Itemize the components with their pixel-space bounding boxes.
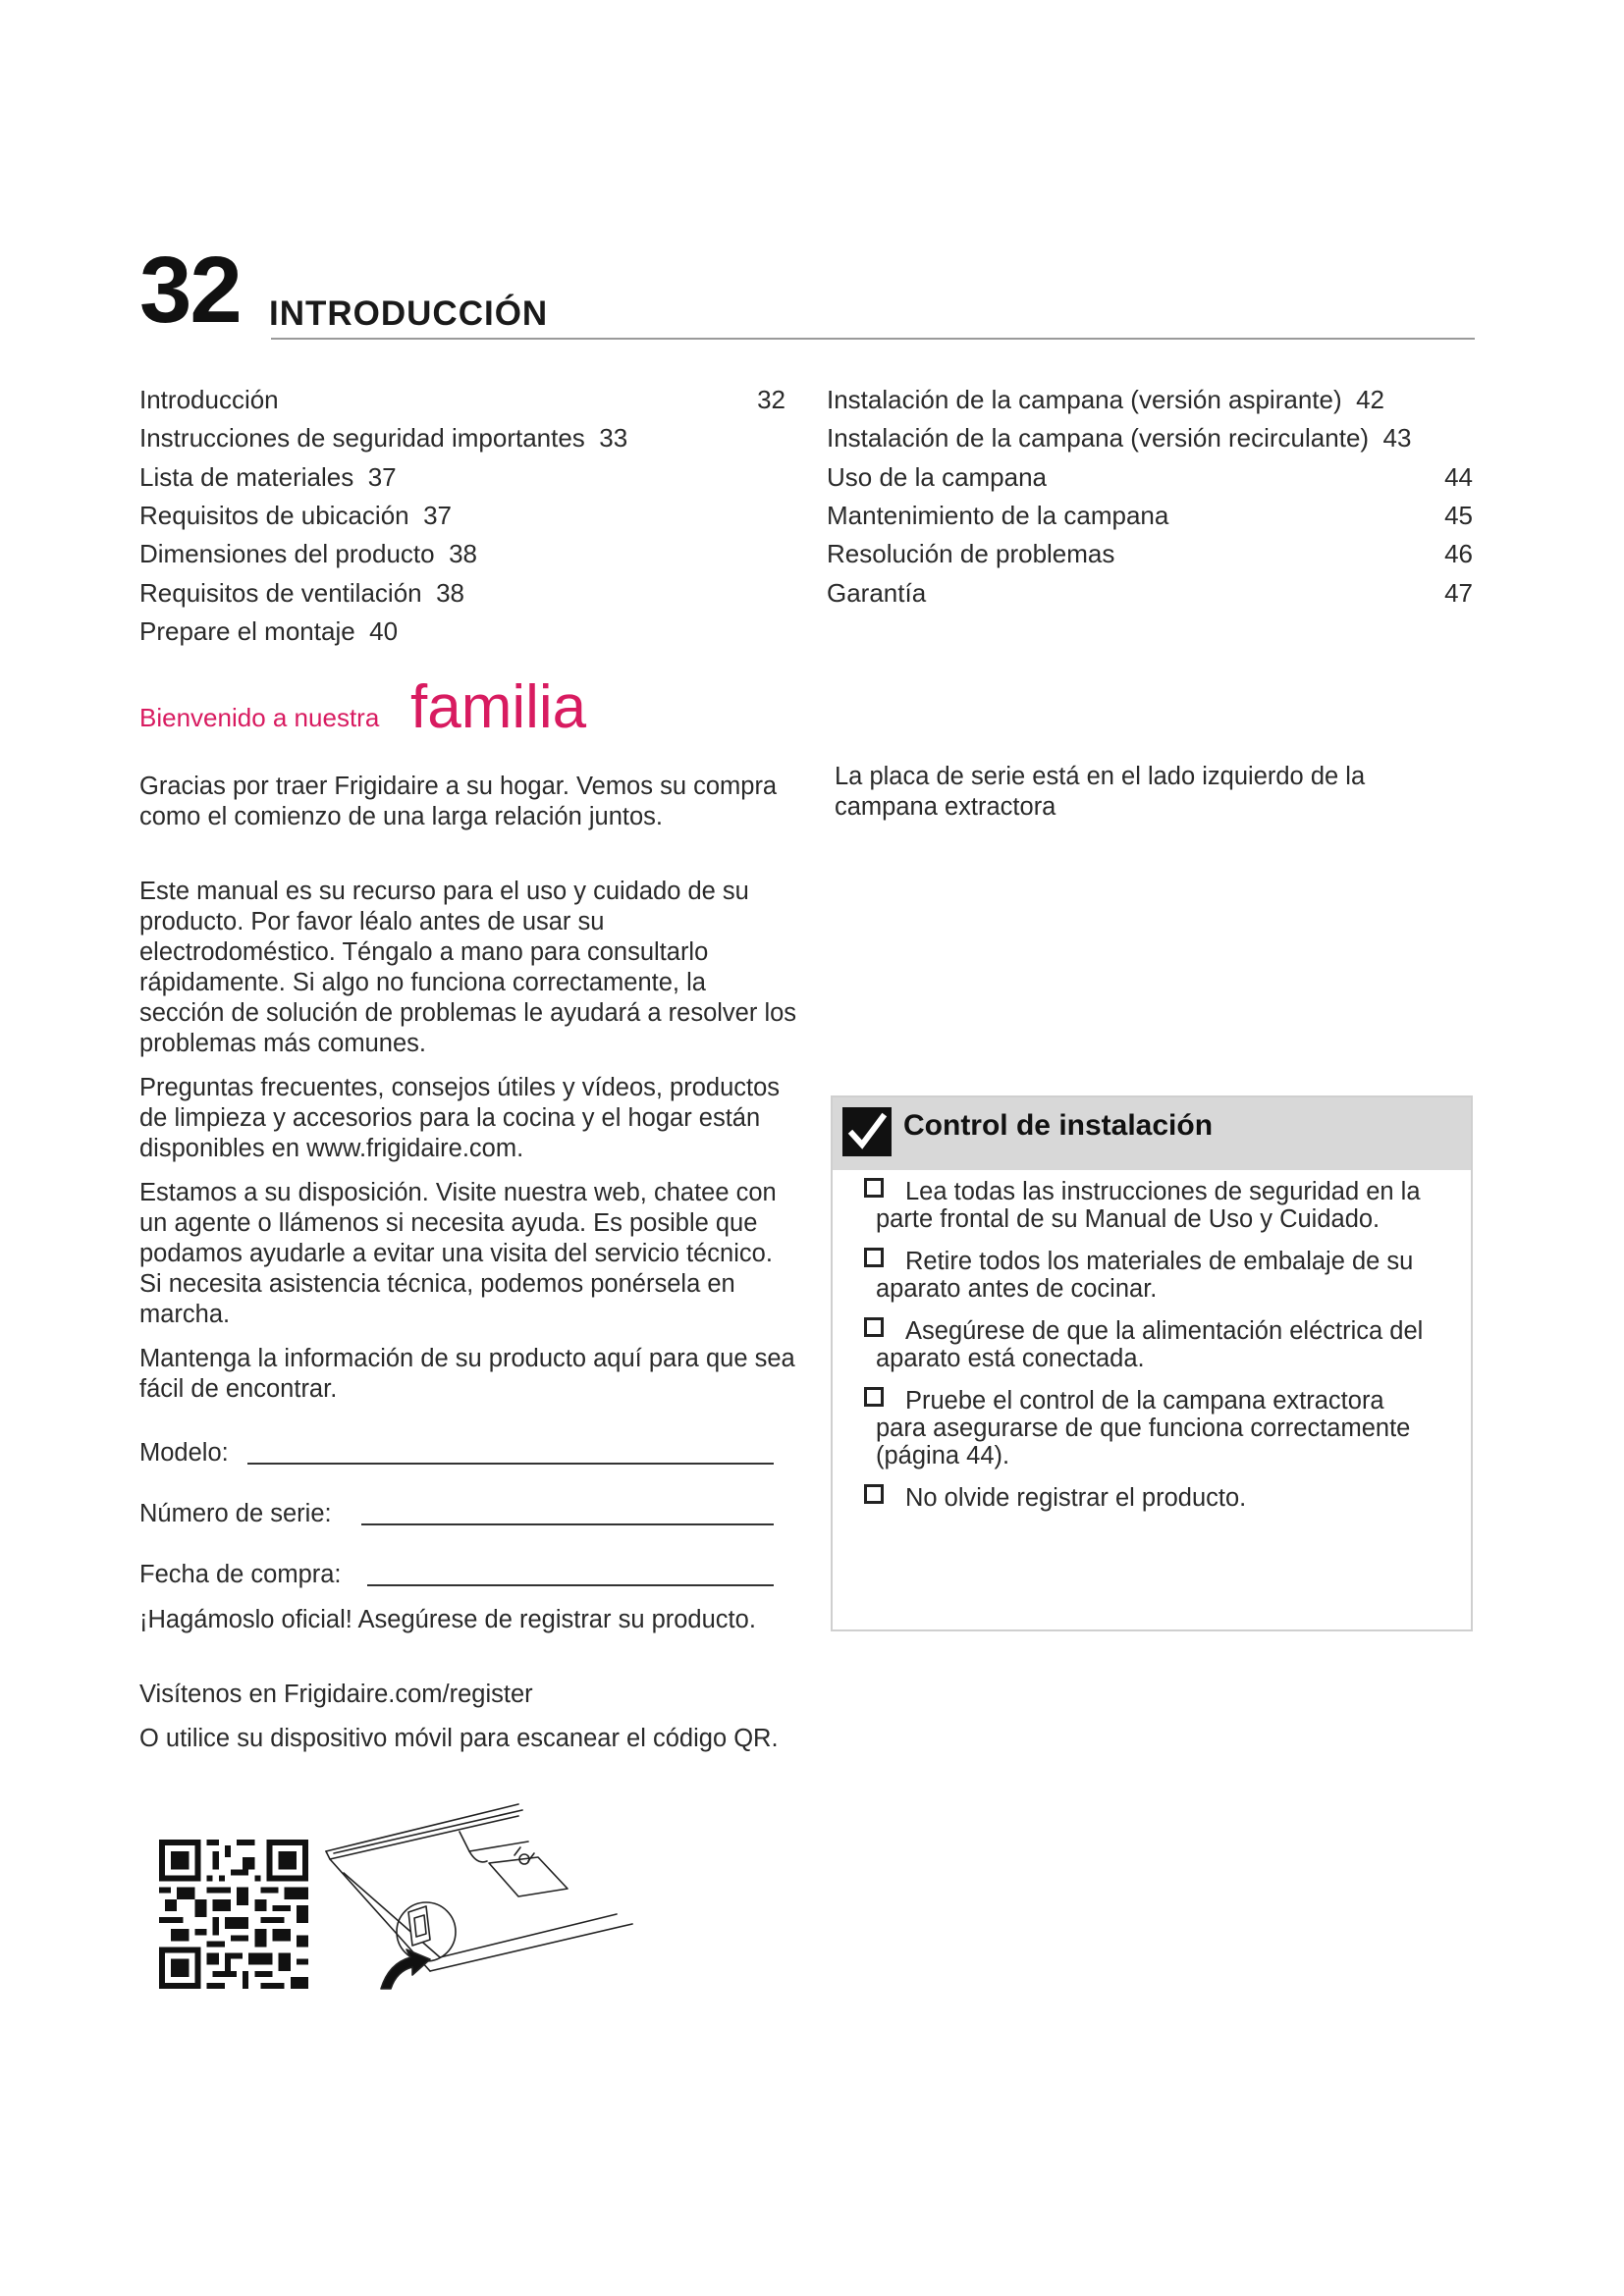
serial-input-line[interactable] [361, 1523, 774, 1525]
qr-code-icon[interactable] [159, 1840, 308, 1989]
toc-page-number: 47 [1444, 578, 1473, 608]
toc-page-number: 45 [1444, 501, 1473, 530]
checklist-item-continued: para asegurarse de que funciona correctamente [876, 1415, 1411, 1442]
page-number: 32 [139, 238, 241, 343]
toc-item[interactable]: Instalación de la campana (versión aspirante) 42 [827, 385, 1384, 414]
product-info-paragraph: Mantenga la información de su producto aquí para que sea fácil de encontrar. [139, 1345, 795, 1403]
toc-item[interactable]: Prepare el montaje 40 [139, 616, 399, 646]
toc-item[interactable]: Resolución de problemas [827, 539, 1115, 568]
qr-paragraph: O utilice su dispositivo móvil para escanear el código QR. [139, 1725, 779, 1752]
toc-item[interactable]: Introducción [139, 385, 279, 414]
toc-page-number: 46 [1444, 539, 1473, 568]
serial-label: Número de serie: [139, 1500, 332, 1527]
intro-paragraph: Gracias por traer Frigidaire a su hogar. Vemos su compra como el comienzo de una larga relación juntos. [139, 773, 778, 830]
welcome-heading-small: Bienvenido a nuestra [139, 703, 380, 732]
model-input-line[interactable] [247, 1463, 774, 1465]
header-divider [271, 338, 1475, 340]
welcome-heading-big: familia [410, 673, 587, 741]
checklist-item-continued: aparato antes de cocinar. [876, 1275, 1158, 1303]
checklist-item[interactable]: Lea todas las instrucciones de seguridad en la [864, 1178, 1421, 1205]
checklist-item[interactable]: Asegúrese de que la alimentación eléctrica del [864, 1317, 1423, 1345]
resources-paragraph: Preguntas frecuentes, consejos útiles y vídeos, productos de limpieza y accesorios para la cocina y el hogar están disponibles en www.frigidaire.com. [139, 1074, 781, 1162]
toc-item[interactable]: Requisitos de ventilación 38 [139, 578, 464, 608]
toc-page-number: 42 [1356, 385, 1384, 414]
toc-page-number: 37 [367, 462, 397, 492]
checkbox-icon[interactable] [864, 1178, 884, 1198]
checklist-item[interactable]: Pruebe el control de la campana extractora [864, 1387, 1384, 1415]
toc-page-number: 33 [599, 423, 628, 453]
checklist-item-continued: aparato está conectada. [876, 1345, 1145, 1372]
toc-item[interactable]: Garantía [827, 578, 927, 608]
support-paragraph: Estamos a su disposición. Visite nuestra web, chatee con un agente o llámenos si necesita ayuda. Es posible que podamos ayudarle a evitar una visita del servicio técnico. Si necesita asistencia técnica, podemos ponérsela en marcha. [139, 1179, 777, 1328]
serial-plate-illustration [322, 1796, 636, 1999]
toc-page-number: 43 [1382, 423, 1412, 453]
checklist-item[interactable]: Retire todos los materiales de embalaje de su [864, 1248, 1413, 1275]
toc-page-number: 38 [436, 578, 464, 608]
toc-item[interactable]: Mantenimiento de la campana [827, 501, 1169, 530]
checkbox-icon[interactable] [864, 1484, 884, 1504]
checkbox-icon[interactable] [864, 1317, 884, 1337]
serial-plate-note: La placa de serie está en el lado izquierdo de la campana extractora [835, 763, 1366, 821]
checklist-item[interactable]: No olvide registrar el producto. [864, 1484, 1246, 1512]
toc-page-number: 38 [449, 539, 477, 568]
toc-page-number: 37 [423, 501, 452, 530]
purchase-date-input-line[interactable] [367, 1584, 774, 1586]
purchase-date-label: Fecha de compra: [139, 1561, 342, 1588]
toc-page-number: 40 [369, 616, 399, 646]
checkbox-icon[interactable] [864, 1387, 884, 1407]
toc-page-number: 44 [1444, 462, 1473, 492]
toc-item[interactable]: Dimensiones del producto 38 [139, 539, 477, 568]
model-label: Modelo: [139, 1439, 229, 1467]
register-link[interactable]: Visítenos en Frigidaire.com/register [139, 1681, 533, 1708]
manual-paragraph: Este manual es su recurso para el uso y cuidado de su producto. Por favor léalo antes de usar su electrodoméstico. Téngalo a mano para consultarlo rápidamente. Si algo no funciona correctamente, la sección de solución de problemas le ayudará a resolver los problemas más comunes. [139, 878, 797, 1057]
toc-item[interactable]: Instrucciones de seguridad importantes 33 [139, 423, 628, 453]
section-title: INTRODUCCIÓN [269, 294, 549, 333]
toc-item[interactable]: Uso de la campana [827, 462, 1048, 492]
checklist-item-continued: parte frontal de su Manual de Uso y Cuidado. [876, 1205, 1380, 1233]
register-paragraph: ¡Hagámoslo oficial! Asegúrese de registrar su producto. [139, 1606, 756, 1633]
toc-page-number: 32 [757, 385, 785, 414]
checklist-title: Control de instalación [903, 1109, 1214, 1142]
checkmark-icon [842, 1107, 892, 1156]
checklist-item-continued: (página 44). [876, 1442, 1010, 1469]
toc-item[interactable]: Requisitos de ubicación 37 [139, 501, 452, 530]
toc-item[interactable]: Instalación de la campana (versión recirculante) 43 [827, 423, 1412, 453]
checkbox-icon[interactable] [864, 1248, 884, 1267]
toc-item[interactable]: Lista de materiales 37 [139, 462, 397, 492]
